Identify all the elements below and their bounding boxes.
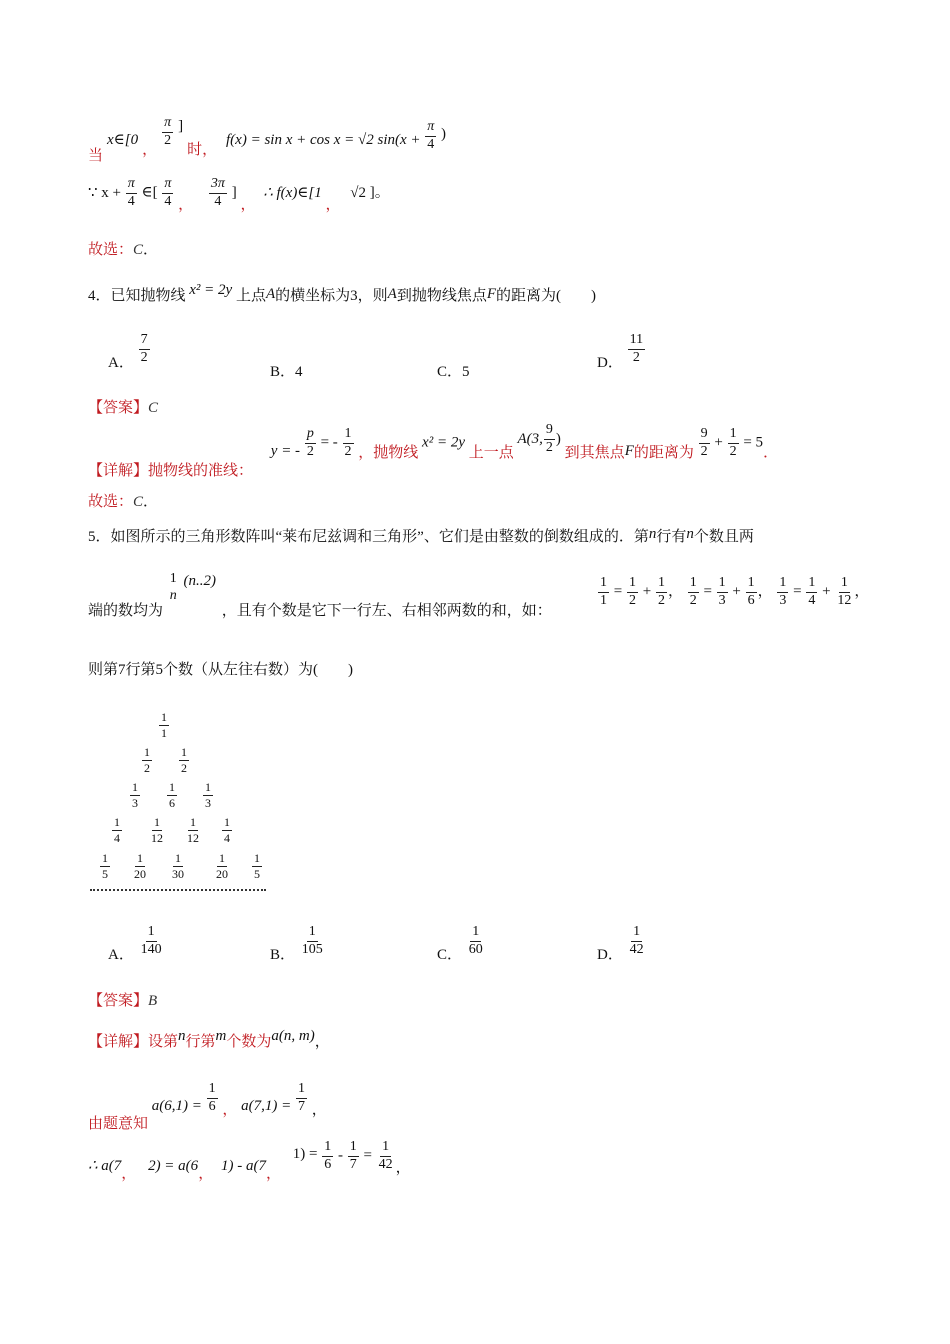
bracket: ] — [178, 117, 184, 134]
q5-detail-line-2: 由题意知 a(6,1) = $\frac{1}{6}$ ， a(7,1) = $\frac{1}{7}$ ， — [88, 1081, 327, 1132]
q5-detail-line-1: 【详解】设第n行第m个数为a(n, m)， — [88, 1028, 330, 1050]
math-fx-formula: f(x) = sin x + cos x = √2 sin(x + $\frac{\pi}{4}$ ) — [226, 119, 447, 152]
tri-r4-c4: 1 4 — [224, 815, 230, 845]
tri-r4-c1: 1 4 — [114, 815, 120, 845]
tri-r5-c2: 1 20 — [134, 851, 146, 881]
tri-r2-c1: 1 2 — [144, 745, 150, 775]
choice-line-q4: 故选：C． — [88, 494, 159, 510]
choice-line-q3: 故选：C． — [88, 242, 159, 258]
tri-r3-c2: 1 6 — [169, 780, 175, 810]
q4-option-a[interactable]: A． $\frac{7}{2}$ — [108, 332, 148, 371]
comma: ， — [142, 141, 158, 158]
question-4-stem: 4．已知抛物线 x² = 2y 上点A的横坐标为3，则A到抛物线焦点F的距离为( ) — [88, 282, 597, 304]
q4-option-b[interactable]: B．4 — [270, 364, 303, 380]
harmonic-examples: $\frac{1}{1}$ = $\frac{1}{2}$ + $\frac{1}{2}$ ， $\frac{1}{2}$ = $\frac{1}{3}$ + $\frac{1}{6}$ ， $\frac{1}{3}$ = $\frac{1}{4}$ + $\frac{1}{12}$ ， — [600, 575, 870, 608]
tri-r5-c5: 1 5 — [254, 851, 260, 881]
tri-r4-c2: 1 12 — [151, 815, 163, 845]
q5-answer: 【答案】B — [88, 993, 158, 1009]
q5-option-b[interactable]: B． $\frac{1}{105}$ — [270, 924, 323, 963]
q5-option-a[interactable]: A． $\frac{1}{140}$ — [108, 924, 162, 963]
fraction-pi-over-2: $\frac{\pi}{2}$ — [164, 115, 172, 148]
q4-option-d[interactable]: D． $\frac{11}{2}$ — [597, 332, 644, 371]
math-x-in: x∈[0 — [107, 131, 139, 148]
tri-r3-c1: 1 3 — [132, 780, 138, 810]
fraction-3pi-over-4: $\frac{3\pi}{4}$ — [210, 176, 225, 209]
math-parabola: x² = 2y — [189, 282, 233, 298]
q5-option-c[interactable]: C． $\frac{1}{60}$ — [437, 924, 483, 963]
tri-r4-c3: 1 12 — [187, 815, 199, 845]
leibniz-triangle-figure — [0, 0, 300, 900]
tri-r5-c4: 1 20 — [216, 851, 228, 881]
fraction-pi-over-4-c: $\frac{\pi}{4}$ — [164, 176, 172, 209]
fraction-pi-over-4: $\frac{\pi}{4}$ — [427, 119, 435, 152]
tri-r2-c2: 1 2 — [181, 745, 187, 775]
triangle-continuation-dots — [90, 889, 266, 891]
text-shi: 时， — [187, 141, 218, 158]
tri-r5-c3: 1 30 — [172, 851, 184, 881]
solution-line-2: ∵ x + $\frac{\pi}{4}$ ∈[ $\frac{\pi}{4}$ ， $\frac{3\pi}{4}$ ] ， ∴ f(x)∈[1 ， √2 ]。 — [88, 176, 390, 213]
tri-r3-c3: 1 3 — [205, 780, 211, 810]
question-5-stem-2: 端的数均为 1 n (n..2) ，且有个数是它下一行左、右相邻两数的和，如： — [88, 571, 552, 620]
q4-option-c[interactable]: C．5 — [437, 364, 470, 380]
q4-detail: 【详解】抛物线的准线： y = - $\frac{p}{2}$ = - $\frac{1}{2}$ ，抛物线 x² = 2y 上一点 A(3, $\frac{9}{2}$ ) 到其焦点F的距离为 $\frac{9}{2}$ + $\frac{1}{2}$ = 5． — [88, 422, 779, 479]
tri-r5-c1: 1 5 — [102, 851, 108, 881]
question-5-stem-1: 5．如图所示的三角形数阵叫“莱布尼兹调和三角形”、它们是由整数的倒数组成的．第n行有n个数且两 — [88, 526, 754, 545]
q4-answer: 【答案】C — [88, 400, 159, 416]
q5-option-d[interactable]: D． $\frac{1}{42}$ — [597, 924, 644, 963]
fraction-pi-over-4-b: $\frac{\pi}{4}$ — [127, 176, 135, 209]
question-5-stem-3: 则第7行第5个数（从左往右数）为( ) — [88, 662, 353, 678]
text-when: 当 — [88, 147, 104, 164]
q5-detail-line-3: ∴ a(7， 2) = a(6， 1) - a(7， 1) = $\frac{1}{6}$ - $\frac{1}{7}$ = $\frac{1}{42}$ ， — [88, 1139, 411, 1182]
tri-r1-c1: 1 1 — [161, 710, 167, 740]
